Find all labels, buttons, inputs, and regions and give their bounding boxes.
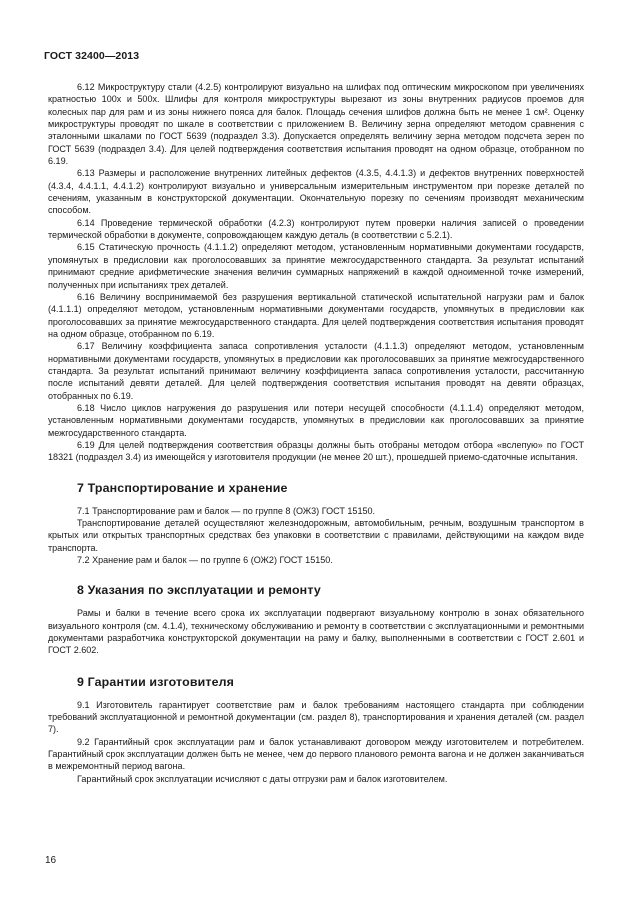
- standard-header: ГОСТ 32400—2013: [44, 50, 140, 62]
- section-7-heading: 7 Транспортирование и хранение: [77, 480, 288, 495]
- paragraph-7-1: 7.1 Транспортирование рам и балок — по группе 8 (ОЖ3) ГОСТ 15150.: [77, 505, 376, 516]
- paragraph-9-2-period: Гарантийный срок эксплуатации исчисляют с даты отгрузки рам и балок изготовителем.: [77, 773, 448, 784]
- paragraph-6-16: 6.16 Величину воспринимаемой без разрушения вертикальной статической испытательной нагрузки рам и балок (4.1.1.1) определяют методом, установленным нормативными документами государств, упомянутых в предисловии как проголосовавших за принятие межгосударственного стандарта. Для целей подтверждения соответствия испытания проводят на одном образце, отобранном по 6.19.: [48, 291, 584, 339]
- section-8-heading: 8 Указания по эксплуатации и ремонту: [77, 583, 321, 598]
- paragraph-6-18: 6.18 Число циклов нагружения до разрушения или потери несущей способности (4.1.1.4) определяют методом, установленным нормативными документами государств, упомянутых в предисловии как проголосовавших за принятие межгосударственного стандарта.: [48, 402, 584, 438]
- page-number: 16: [45, 855, 57, 866]
- section-9-heading: 9 Гарантии изготовителя: [77, 674, 235, 689]
- paragraph-7-2: 7.2 Хранение рам и балок — по группе 6 (ОЖ2) ГОСТ 15150.: [77, 555, 333, 566]
- paragraph-6-17: 6.17 Величину коэффициента запаса сопротивления усталости (4.1.1.3) определяют методом, установленным нормативными документами государств, упомянутых в предисловии как проголосовавших за принятие межгосударственного стандарта. За результат испытаний принимают величину коэффициента запаса сопротивления усталости, рассчитанную после испытаний девяти деталей. Для целей подтверждения соответствия испытания проводят на девяти образцах, отобранных по 6.19.: [48, 341, 584, 401]
- paragraph-7-1-transport: Транспортирование деталей осуществляют железнодорожным, автомобильным, речным, воздушным транспортом в крытых или открытых транспортных средствах без упаковки в соответствии с правилами, действующими на каждом виде транспорта.: [48, 518, 584, 553]
- paragraph-6-13: 6.13 Размеры и расположение внутренних литейных дефектов (4.3.5, 4.4.1.3) и дефектов внутренних поверхностей (4.3.4, 4.4.1.1, 4.4.1.2) контролируют визуально и универсальным измерительным инструментом при порезке деталей по сечениям, указанным в конструкторской документации. Окончательную порезку по сечениям производят механическим способом.: [48, 168, 584, 216]
- paragraph-6-15: 6.15 Статическую прочность (4.1.1.2) определяют методом, установленным нормативными документами государств, упомянутых в предисловии как проголосовавших за принятие межгосударственного стандарта. За результат испытаний принимают средние арифметические значения величин суммарных напряжений в каждой одноименной точке измерений, полученных при испытаниях трех деталей.: [48, 242, 584, 290]
- document-body: [48, 81, 584, 785]
- paragraph-8: Рамы и балки в течение всего срока их эксплуатации подвергают визуальному контролю в зонах обязательного визуального контроля (см. 4.1.4), техническому обслуживанию и ремонту в соответствии с эксплуатационными и ремонтными документами разработчика конструкторской документации на раму и балку, выполненными в соответствии с ГОСТ 2.601 и ГОСТ 2.602.: [48, 608, 584, 656]
- paragraph-9-2: 9.2 Гарантийный срок эксплуатации рам и балок устанавливают договором между изготовителем и потребителем. Гарантийный срок эксплуатации должен быть не менее, чем до первого планового ремонта вагона и не должен заканчиваться в межремонтный период вагона.: [48, 736, 584, 772]
- paragraph-6-19: 6.19 Для целей подтверждения соответствия образцы должны быть отобраны методом отбора «вслепую» по ГОСТ 18321 (подраздел 3.4) из имеющейся у изготовителя продукции (не менее 20 шт.), прошедшей приемо-сдаточные испытания.: [48, 439, 584, 463]
- paragraph-6-14: 6.14 Проведение термической обработки (4.2.3) контролируют путем проверки наличия записей о проведении термической обработки в документе, сопровождающем каждую деталь (в соответствии с 5.2.1).: [48, 217, 584, 241]
- paragraph-6-12: 6.12 Микроструктуру стали (4.2.5) контролируют визуально на шлифах под оптическим микроскопом при увеличениях кратностью 100х и 500х. Шлифы для контроля микроструктуры вырезают из зоны внутренних радиусов проемов для колесных пар для рам и из зоны нижнего пояса для балок. Площадь сечения шлифов должна быть не менее 1 см². Оценку микроструктуры проводят по шкале в соответствии с приложением В. Величину зерна определяют методом сравнения с эталонными шкалами по ГОСТ 5639 (подраздел 3.3). Допускается определять величину зерна методом подсчета зерен по ГОСТ 5639 (подраздел 3.4). Для целей подтверждения соответствия испытания проводят на одном образце, отобранном по 6.19.: [48, 82, 584, 167]
- paragraph-9-1: 9.1 Изготовитель гарантирует соответствие рам и балок требованиям настоящего стандарта при соблюдении требований эксплуатационной и ремонтной документации (см. раздел 8), транспортирования и хранения деталей (см. раздел 7).: [48, 699, 584, 735]
